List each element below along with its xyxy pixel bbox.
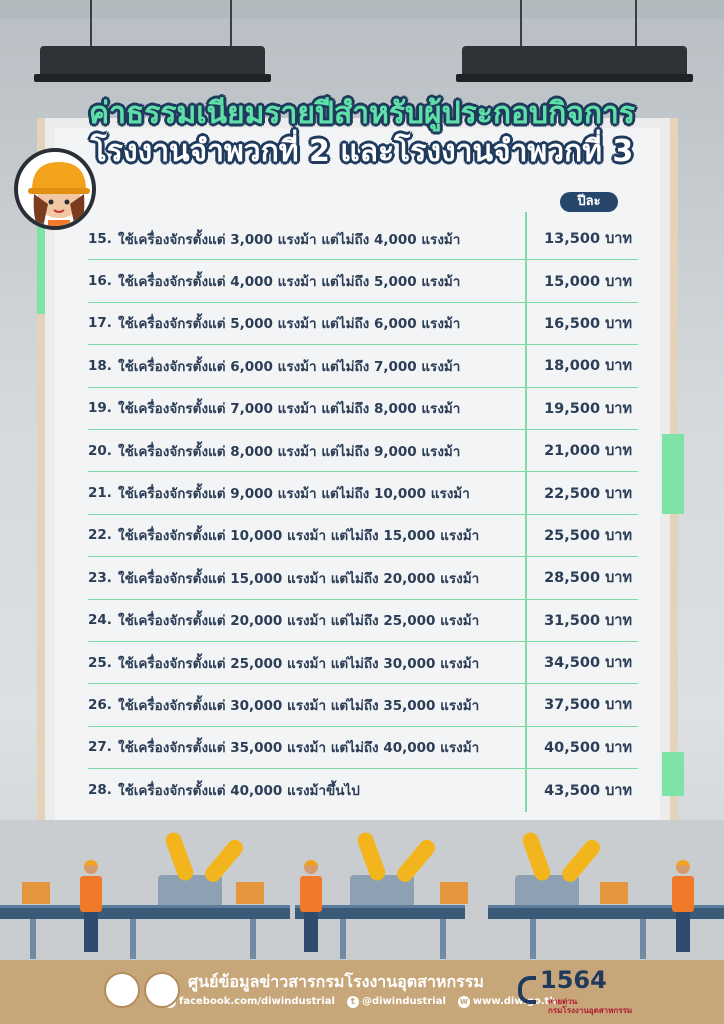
table-row: [88, 642, 638, 684]
per-year-label: ปีละ: [560, 192, 618, 212]
row-number: 15.: [88, 230, 112, 247]
globe-icon: w: [459, 997, 469, 1007]
footer-org-name: ศูนย์ข้อมูลข่าวสารกรมโรงงานอุตสาหกรรม: [188, 972, 484, 991]
row-price: 13,500 บาท: [544, 231, 632, 248]
table-row: [88, 727, 638, 769]
cargo-box: [236, 882, 264, 904]
conveyor-leg: [440, 919, 446, 959]
row-description: ใช้เครื่องจักรตั้งแต่ 15,000 แรงม้า แต่ไม่ถึง 20,000 แรงม้า: [118, 570, 480, 587]
hotline-caption: [548, 998, 632, 1016]
row-number: 23.: [88, 569, 112, 586]
ministry-seal-icon: [104, 972, 140, 1008]
facebook-text: facebook.com/diwindustrial: [179, 996, 335, 1007]
row-price: 43,500 บาท: [544, 782, 632, 799]
table-row: [88, 218, 638, 260]
table-row: [88, 472, 638, 514]
row-price: 28,500 บาท: [544, 570, 632, 587]
row-description: ใช้เครื่องจักรตั้งแต่ 7,000 แรงม้า แต่ไม่ถึง 8,000 แรงม้า: [118, 401, 461, 418]
row-number: 24.: [88, 612, 112, 629]
row-price: 40,500 บาท: [544, 739, 632, 756]
row-price: 21,000 บาท: [544, 443, 632, 460]
cargo-box: [600, 882, 628, 904]
row-price: 18,000 บาท: [544, 358, 632, 375]
row-price: 19,500 บาท: [544, 400, 632, 417]
row-number: 22.: [88, 527, 112, 544]
conveyor-belt: [0, 905, 290, 919]
table-row: [88, 557, 638, 599]
table-row: [88, 388, 638, 430]
row-number: 25.: [88, 654, 112, 671]
row-number: 16.: [88, 273, 112, 290]
twitter-link[interactable]: [347, 996, 446, 1008]
worker-figure: [80, 860, 102, 956]
cargo-box: [440, 882, 468, 904]
website-text: www.diw.go.th: [472, 996, 557, 1007]
ceiling-lamp: [462, 46, 687, 76]
row-price: 34,500 บาท: [544, 655, 632, 672]
twitter-icon: t: [347, 996, 359, 1008]
table-row: [88, 430, 638, 472]
table-row: [88, 769, 638, 811]
row-description: ใช้เครื่องจักรตั้งแต่ 4,000 แรงม้า แต่ไม่ถึง 5,000 แรงม้า: [118, 274, 461, 291]
table-row: [88, 684, 638, 726]
phone-icon: [518, 976, 536, 1004]
table-row: [88, 600, 638, 642]
conveyor-leg: [640, 919, 646, 959]
row-description: ใช้เครื่องจักรตั้งแต่ 10,000 แรงม้า แต่ไม่ถึง 15,000 แรงม้า: [118, 528, 480, 545]
website-link[interactable]: [458, 996, 557, 1008]
row-price: 37,500 บาท: [544, 697, 632, 714]
row-number: 20.: [88, 442, 112, 459]
conveyor-leg: [250, 919, 256, 959]
row-number: 21.: [88, 485, 112, 502]
green-accent: [662, 752, 684, 796]
row-description: ใช้เครื่องจักรตั้งแต่ 35,000 แรงม้า แต่ไม่ถึง 40,000 แรงม้า: [118, 740, 480, 757]
hotline-caption-1: สายด่วน: [548, 997, 578, 1006]
page-title: [0, 95, 724, 170]
twitter-text: @diwindustrial: [361, 996, 446, 1007]
row-number: 28.: [88, 782, 112, 799]
row-description: ใช้เครื่องจักรตั้งแต่ 3,000 แรงม้า แต่ไม่ถึง 4,000 แรงม้า: [118, 231, 461, 248]
diw-logo-icon: [144, 972, 180, 1008]
row-price: 16,500 บาท: [544, 315, 632, 332]
green-accent: [662, 434, 684, 514]
conveyor-leg: [130, 919, 136, 959]
row-description: ใช้เครื่องจักรตั้งแต่ 5,000 แรงม้า แต่ไม่ถึง 6,000 แรงม้า: [118, 316, 461, 333]
row-number: 17.: [88, 315, 112, 332]
row-description: ใช้เครื่องจักรตั้งแต่ 6,000 แรงม้า แต่ไม่ถึง 7,000 แรงม้า: [118, 358, 461, 375]
row-number: 27.: [88, 739, 112, 756]
table-row: [88, 515, 638, 557]
title-line-1: ค่าธรรมเนียมรายปีสำหรับผู้ประกอบกิจการ: [89, 96, 635, 131]
row-description: ใช้เครื่องจักรตั้งแต่ 30,000 แรงม้า แต่ไม่ถึง 35,000 แรงม้า: [118, 697, 480, 714]
lamp-cable: [635, 0, 637, 50]
cargo-box: [22, 882, 50, 904]
conveyor-leg: [30, 919, 36, 959]
green-accent: [37, 218, 45, 314]
title-line-2: โรงงานจำพวกที่ 2 และโรงงานจำพวกที่ 3: [90, 133, 634, 169]
hotline-number: 1564: [540, 966, 607, 994]
footer-contacts: [164, 996, 556, 1008]
row-number: 26.: [88, 696, 112, 713]
row-price: 25,500 บาท: [544, 527, 632, 544]
row-description: ใช้เครื่องจักรตั้งแต่ 9,000 แรงม้า แต่ไม่ถึง 10,000 แรงม้า: [118, 486, 470, 503]
row-description: ใช้เครื่องจักรตั้งแต่ 20,000 แรงม้า แต่ไม่ถึง 25,000 แรงม้า: [118, 613, 480, 630]
row-price: 22,500 บาท: [544, 485, 632, 502]
worker-figure: [300, 860, 322, 956]
table-row: [88, 345, 638, 387]
lamp-cable: [90, 0, 92, 50]
hotline-caption-2: กรมโรงงานอุตสาหกรรม: [548, 1005, 633, 1015]
row-description: ใช้เครื่องจักรตั้งแต่ 40,000 แรงม้าขึ้นไป: [118, 783, 360, 800]
ceiling-lamp: [40, 46, 265, 76]
worker-figure: [672, 860, 694, 956]
row-price: 31,500 บาท: [544, 612, 632, 629]
row-number: 19.: [88, 400, 112, 417]
table-row: [88, 260, 638, 302]
lamp-cable: [230, 0, 232, 50]
row-number: 18.: [88, 357, 112, 374]
ceiling-beam: [0, 0, 724, 18]
conveyor-leg: [530, 919, 536, 959]
row-description: ใช้เครื่องจักรตั้งแต่ 8,000 แรงม้า แต่ไม่ถึง 9,000 แรงม้า: [118, 443, 461, 460]
worker-avatar-icon: [14, 148, 96, 230]
row-price: 15,000 บาท: [544, 273, 632, 290]
lamp-cable: [520, 0, 522, 50]
row-description: ใช้เครื่องจักรตั้งแต่ 25,000 แรงม้า แต่ไม่ถึง 30,000 แรงม้า: [118, 655, 480, 672]
facebook-link[interactable]: [164, 996, 335, 1008]
conveyor-leg: [340, 919, 346, 959]
table-row: [88, 303, 638, 345]
fee-table: [88, 218, 638, 811]
